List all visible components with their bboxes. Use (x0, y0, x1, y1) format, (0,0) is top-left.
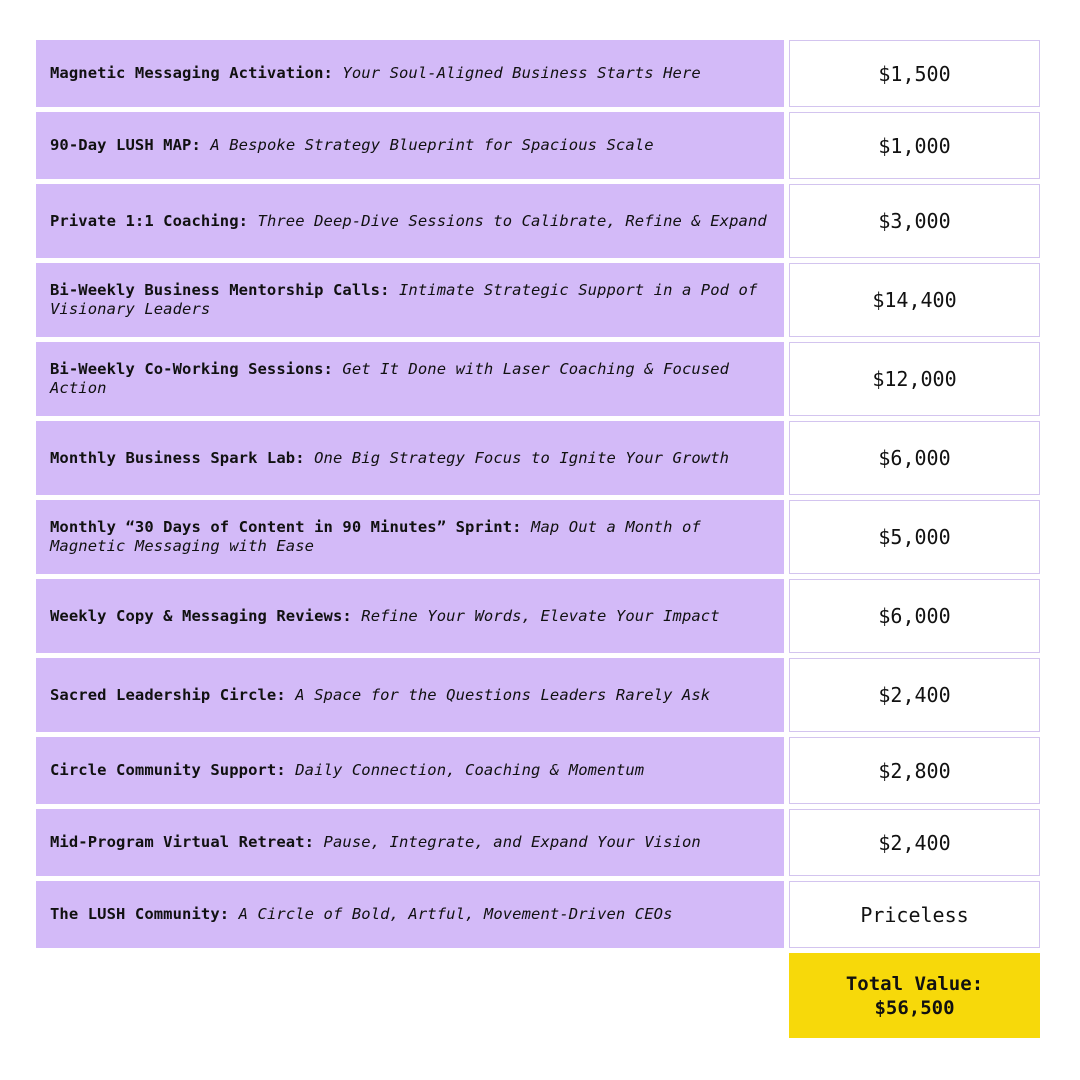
item-title: Bi-Weekly Business Mentorship Calls: (50, 281, 390, 299)
item-price: Priceless (789, 881, 1040, 948)
item-price: $2,800 (789, 737, 1040, 804)
item-price: $1,000 (789, 112, 1040, 179)
item-title: Magnetic Messaging Activation: (50, 64, 333, 82)
item-price: $2,400 (789, 658, 1040, 732)
item-title: The LUSH Community: (50, 905, 230, 923)
item-description (36, 263, 784, 337)
item-price: $6,000 (789, 421, 1040, 495)
item-title: 90-Day LUSH MAP: (50, 136, 201, 154)
table-row (36, 40, 1040, 107)
item-price: $14,400 (789, 263, 1040, 337)
item-title: Circle Community Support: (50, 761, 286, 779)
table-row (36, 263, 1040, 337)
item-title: Bi-Weekly Co-Working Sessions: (50, 360, 333, 378)
item-subtitle: Refine Your Words, Elevate Your Impact (361, 606, 720, 625)
item-subtitle: One Big Strategy Focus to Ignite Your Growth (314, 448, 730, 467)
item-description (36, 421, 784, 495)
item-description (36, 112, 784, 179)
total-amount: $56,500 (874, 996, 955, 1019)
item-description (36, 881, 784, 948)
item-price: $2,400 (789, 809, 1040, 876)
item-title: Mid-Program Virtual Retreat: (50, 833, 315, 851)
table-row (36, 579, 1040, 653)
item-title: Weekly Copy & Messaging Reviews: (50, 606, 352, 625)
table-row (36, 184, 1040, 258)
item-title: Monthly Business Spark Lab: (50, 448, 305, 467)
item-subtitle: Your Soul-Aligned Business Starts Here (342, 64, 701, 82)
item-description (36, 184, 784, 258)
table-row (36, 809, 1040, 876)
item-description (36, 579, 784, 653)
table-row (36, 881, 1040, 948)
item-subtitle: A Circle of Bold, Artful, Movement-Driven CEOs (238, 905, 673, 923)
item-price: $12,000 (789, 342, 1040, 416)
total-row (36, 953, 1040, 1038)
item-price: $5,000 (789, 500, 1040, 574)
item-title: Monthly “30 Days of Content in 90 Minutes” Sprint: (50, 518, 522, 536)
item-description (36, 809, 784, 876)
item-subtitle: Get It Done with Laser Coaching & Focused Action (50, 360, 730, 397)
item-description (36, 658, 784, 732)
item-subtitle: A Space for the Questions Leaders Rarely Ask (295, 685, 711, 704)
item-subtitle: Intimate Strategic Support in a Pod of Visionary Leaders (50, 281, 758, 318)
table-row (36, 658, 1040, 732)
table-row (36, 500, 1040, 574)
item-title: Sacred Leadership Circle: (50, 685, 286, 704)
total-label: Total Value: (845, 972, 984, 995)
item-description (36, 737, 784, 804)
item-price: $6,000 (789, 579, 1040, 653)
item-price: $3,000 (789, 184, 1040, 258)
item-subtitle: Pause, Integrate, and Expand Your Vision (323, 833, 701, 851)
item-subtitle: Map Out a Month of Magnetic Messaging with Ease (50, 518, 701, 555)
item-subtitle: A Bespoke Strategy Blueprint for Spacious Scale (210, 136, 654, 154)
table-row (36, 737, 1040, 804)
total-value-box (789, 953, 1040, 1038)
item-subtitle: Daily Connection, Coaching & Momentum (295, 761, 645, 779)
table-row (36, 112, 1040, 179)
item-description (36, 500, 784, 574)
item-description (36, 342, 784, 416)
table-row (36, 342, 1040, 416)
item-description (36, 40, 784, 107)
item-price: $1,500 (789, 40, 1040, 107)
item-subtitle: Three Deep-Dive Sessions to Calibrate, Refine & Expand (257, 211, 767, 230)
table-row (36, 421, 1040, 495)
value-table (36, 40, 1040, 1038)
item-title: Private 1:1 Coaching: (50, 211, 249, 230)
